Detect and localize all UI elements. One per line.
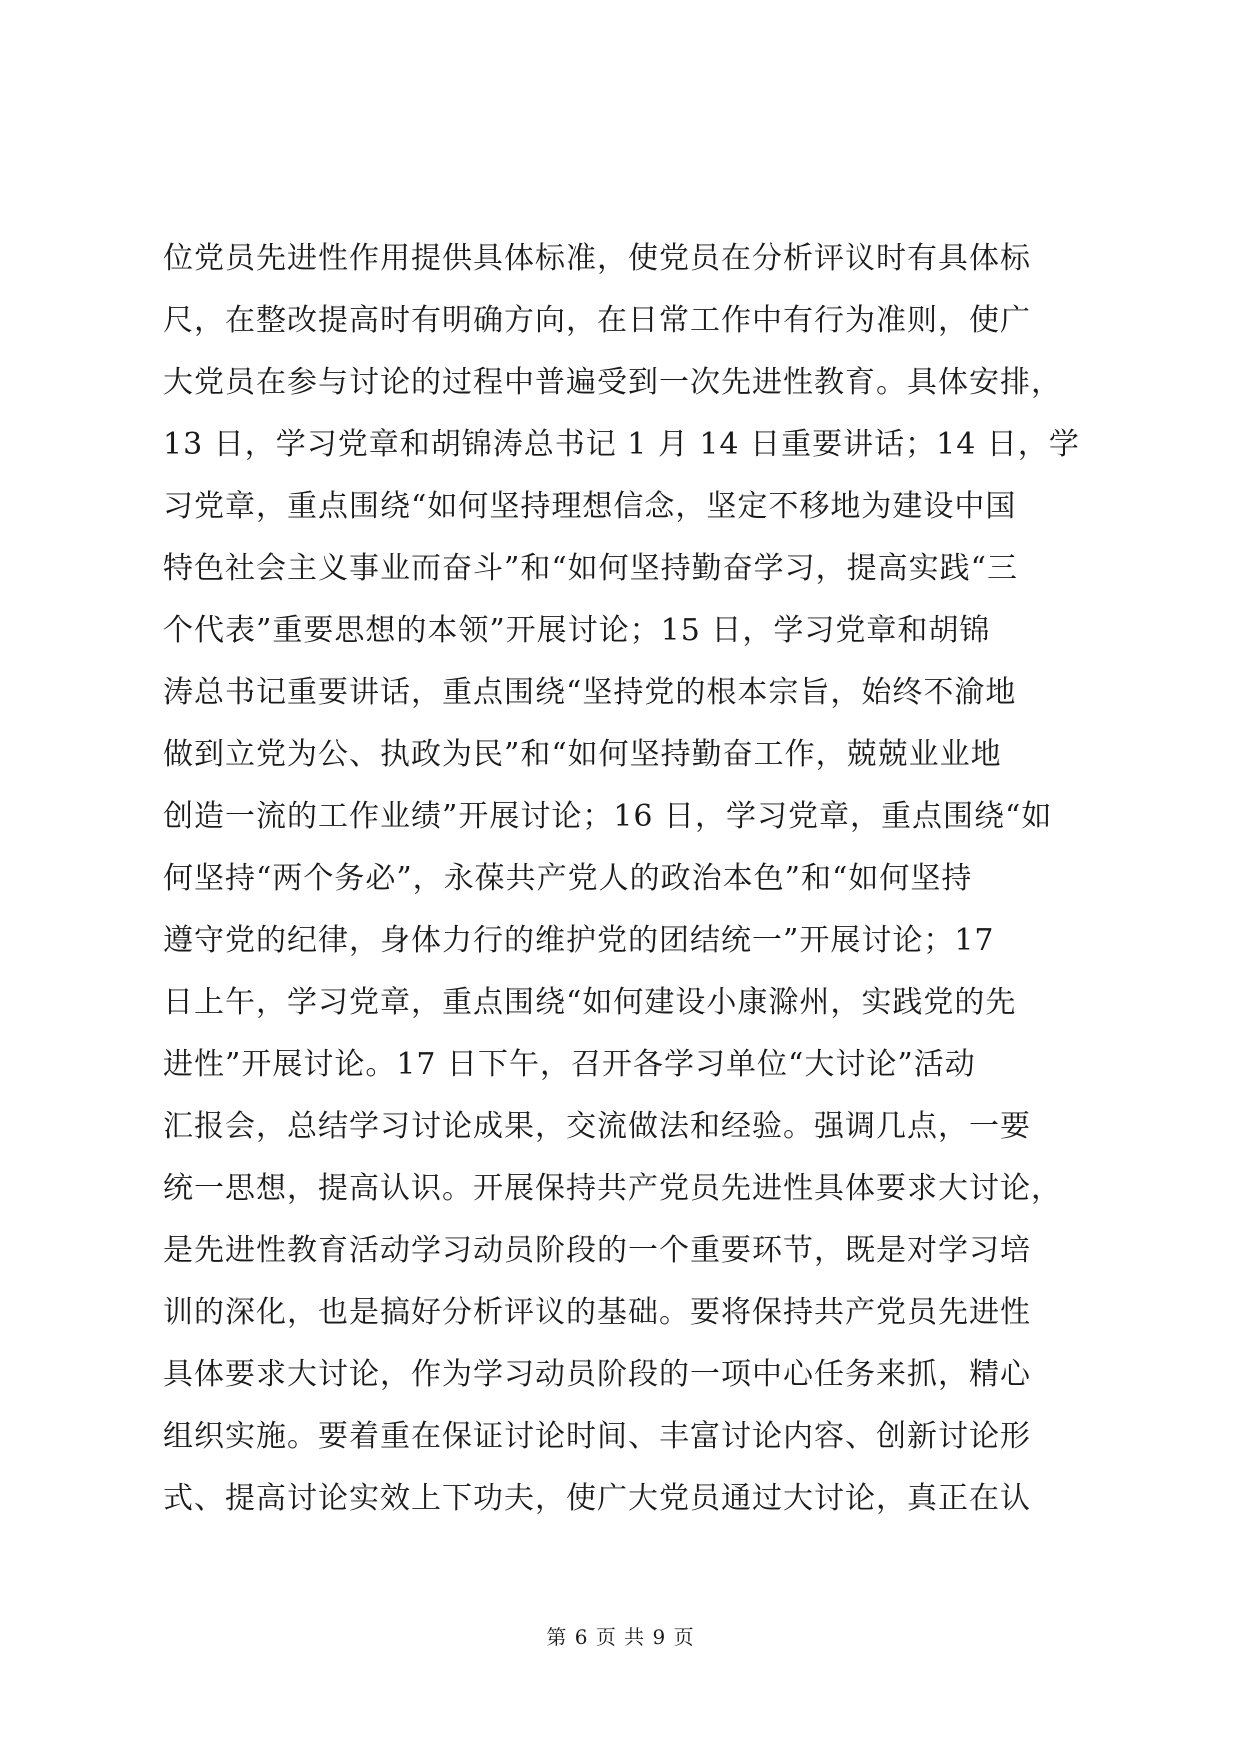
text-line: 是先进性教育活动学习动员阶段的一个重要环节，既是对学习培: [163, 1233, 1031, 1268]
text-line: 统一思想，提高认识。开展保持共产党员先进性具体要求大讨论，: [163, 1171, 1062, 1206]
text-line: 进性”开展讨论。17 日下午，召开各学习单位“大讨论”活动: [163, 1047, 976, 1082]
text-line: 13 日，学习党章和胡锦涛总书记 1 月 14 日重要讲话；14 日，学: [163, 427, 1080, 462]
text-line: 尺，在整改提高时有明确方向，在日常工作中有行为准则，使广: [163, 303, 1031, 338]
body-text: [163, 228, 1103, 1530]
text-line: 位党员先进性作用提供具体标准，使党员在分析评议时有具体标: [163, 241, 1031, 276]
text-line: 具体要求大讨论，作为学习动员阶段的一项中心任务来抓，精心: [163, 1357, 1031, 1392]
text-line: 个代表”重要思想的本领”开展讨论；15 日，学习党章和胡锦: [163, 613, 991, 648]
text-line: 训的深化，也是搞好分析评议的基础。要将保持共产党员先进性: [163, 1295, 1031, 1330]
text-line: 何坚持“两个务必”，永葆共产党人的政治本色”和“如何坚持: [163, 861, 973, 896]
text-line: 组织实施。要着重在保证讨论时间、丰富讨论内容、创新讨论形: [163, 1419, 1031, 1454]
text-line: 特色社会主义事业而奋斗”和“如何坚持勤奋学习，提高实践“三: [163, 551, 1019, 586]
text-line: 大党员在参与讨论的过程中普遍受到一次先进性教育。具体安排，: [163, 365, 1062, 400]
page-number-footer: 第 6 页 共 9 页: [546, 1625, 695, 1649]
text-line: 做到立党为公、执政为民”和“如何坚持勤奋工作，兢兢业业地: [163, 737, 1002, 772]
text-line: 汇报会，总结学习讨论成果，交流做法和经验。强调几点，一要: [163, 1109, 1031, 1144]
text-line: 遵守党的纪律，身体力行的维护党的团结统一”开展讨论；17: [163, 923, 995, 958]
text-line: 涛总书记重要讲话，重点围绕“坚持党的根本宗旨，始终不渝地: [163, 675, 1017, 710]
text-line: 日上午，学习党章，重点围绕“如何建设小康滁州，实践党的先: [163, 985, 1017, 1020]
text-line: 式、提高讨论实效上下功夫，使广大党员通过大讨论，真正在认: [163, 1481, 1031, 1516]
text-line: 创造一流的工作业绩”开展讨论；16 日，学习党章，重点围绕“如: [163, 799, 1053, 834]
text-line: 习党章，重点围绕“如何坚持理想信念，坚定不移地为建设中国: [163, 489, 1017, 524]
